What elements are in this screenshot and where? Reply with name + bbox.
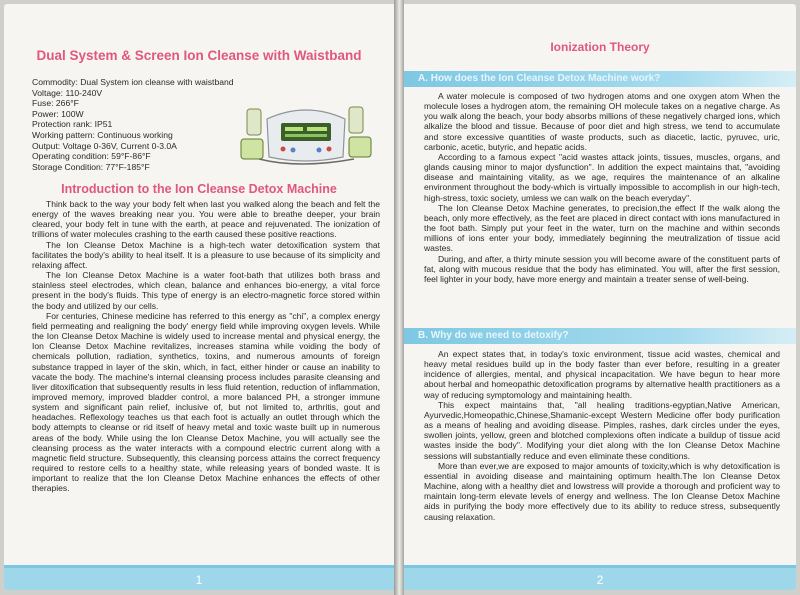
paragraph: For centuries, Chinese medicine has referred to this energy as "chi", a complex energy field permeating and realigning the body' energy field while improving oxygen levels. While the Ion Cleanse Detox Machine is widely used to increase mental and physical energy, the Ion Cleanse Detox Machine revitalizes, increases stamina while voiding the body of chemicals pollution, radiation, synthetics, toxins, and numerous amounts of foreign substance trapped in layer of the skin, which, in fact, either hinder or cause an inability to vacate the body. The machine's internal cleansing process includes parasite cleansing and liver ditoxification that subsequently results in less fluid retention, reduction of inflammation, improved memory, improved bladder control, a more balanced PH, a stronger immune system and significant pain relief, inclusive of, but not limited to, arthritis, gout and headaches. Reflexology teaches us that each foot is actually an outlet through which the body attempts to cleanse or rid itself of heavy metal and toxic waste built up in numerous areas of the body. While using the Ion Cleanse Detox Machine, you will actually see the cleansing process as the water interacts with a compound electric current along with a magnetic field structure. Subsequently, this cleansing porcess attains the correct frequency required to restore cells to a healthy state, while releasing years of bonded waste. It is important to realize that the Ion Cleanse Detox Machine enhances the effects of other therapies.: [32, 310, 380, 494]
spec-line: Protection rank: IP51: [32, 119, 113, 130]
section-b-band: [404, 328, 796, 344]
ionization-title: Ionization Theory: [550, 40, 650, 54]
page-number: 1: [195, 573, 203, 587]
intro-heading: Introduction to the Ion Cleanse Detox Machine: [61, 182, 337, 196]
paragraph: The Ion Cleanse Detox Machine is a water foot-bath that utilizes both brass and stainless steel electrodes, which clean, balance and enhances bio-energy, a vital force present in the body's fluids. This type of energy is an electro-magnetic force stored within the body and utilized by our cells.: [32, 270, 380, 311]
paragraph: During, and after, a thirty minute session you will become aware of the constituent parts of fat, along with mucous residue that the body has eliminated. You will, after the first session, feel lighter in your body, have more energy and maintain a treater sense of well-being.: [424, 253, 780, 284]
paragraph: Think back to the way your body felt when last you walked along the beach and felt the energy of the waves breaking near you. You were able to breathe deeper, your brain cleared, your body felt in tune with the earth, at peace and rejuvenated. The ionization of trillions of water molecules crashing to the earth caused these positive reactions.: [32, 199, 380, 240]
book-gutter: [394, 0, 404, 595]
spec-line: Fuse: 266°F: [32, 98, 79, 109]
section-a-heading: A. How does the Ion Cleanse Detox Machine work?: [418, 73, 661, 84]
intro-body: [32, 199, 380, 494]
section-b-body: [424, 349, 780, 522]
paragraph: More than ever,we are exposed to major amounts of toxicity,which is why detoxification is essential in avoiding disease and maintaining optimum health.The Ion Cleanse Detox Machine, along with a healthy diet and lowstress will provide a thorough and proficient way to maintain long-term elevate levels of energy and wellness. The Ion Cleanse Detox Machine aids in purifying the body more effectively due to its ability to reduce stress, subsequently causing relaxation.: [424, 460, 780, 522]
spec-list: [32, 77, 234, 172]
page-footer-band: [404, 565, 796, 590]
page-number: 2: [596, 573, 604, 587]
section-b-heading: B. Why do we need to detoxify?: [418, 330, 569, 341]
paragraph: According to a famous expect "acid wastes attack joints, tissues, muscles, organs, and glands causing minor to major dysfunction". In addition the expect maintains that, "avoiding disease and maintaining vitality, as we age, requires the maintenance of an alkaline environment throughout the body-which is virtually impossible to accomplish in our high-tech, high-stress, toxic society, umless we can walk on the beach everyday".: [424, 151, 780, 203]
paragraph: An expect states that, in today's toxic environment, tissue acid wastes, chemical and heavy metal residues build up in the body faster than ever before, resulting in a greater incidence of allergies, mental, and physical incapacitation. We have begun to hear more about herbal and homeopathic detoxification programs by alternative health practitioners as a way of reducing symptomology and maintaining health.: [424, 349, 780, 400]
section-a-body: [424, 91, 780, 284]
spec-line: Working pattern: Continuous working: [32, 129, 173, 140]
section-a-band: [404, 71, 796, 87]
paragraph: The Ion Cleanse Detox Machine generates, to precision,the effect If the walk along the beach, only more effectively, as the feet are placed in direct contact with ions manufactured in the foot bath. Simply put your feet in the water, turn on the machine and within seconds millions of ions enter your body, immediately beginning the meutralization of tissue acid wastes.: [424, 202, 780, 254]
product-title: Dual System & Screen Ion Cleanse with Waistband: [36, 48, 362, 63]
spec-line: Commodity: Dual System ion cleanse with waistband: [32, 77, 234, 87]
right-page: [404, 4, 796, 590]
paragraph: A water molecule is composed of two hydrogen atoms and one oxygen atom When the molecule loses a hydrogen atom, the remaining OH molecule takes on a negative charge. As you walk along the beach, your body absorbs millions of these negatively charged ions, which alkalize the blood and tissue. Because of poor diet and high stress, we tend to accumulate and store excessive quantities of waste products, such as diacetic, lactic, pyruvec, uric, carbonic, acetic, butyric, and hepatic acids.: [424, 91, 780, 152]
paragraph: The Ion Cleanse Detox Machine is a high-tech water detoxification system that facilitates the body's ability to heal itself. It is a pleasure to use because of its simplicity and relaxing affect.: [32, 239, 380, 270]
spec-line: Operating condition: 59°F-86°F: [32, 151, 151, 162]
spec-line: Voltage: 110-240V: [32, 87, 103, 98]
spec-line: Output: Voltage 0-36V, Current 0-3.0A: [32, 140, 177, 151]
paragraph: This expect maintains that, "all healing traditions-egyptian,Native American, Ayurvedic,Homeopathic,Chinese,Shamanic-except Western Medicine offer body purification as a means of healing and avoiding disease. Pimples, rashes, dark circles under the eyes, swollen joints, yellow, green and blotched complexions often indicate a buildup of tissue acid wastes inside the body". Modifying your diet along with the Ion Cleanse Detox Machine sessions will substantially reduce and even eliminate these conditions.: [424, 399, 780, 461]
spec-line: Power: 100W: [32, 108, 84, 119]
page-footer-band: [4, 565, 394, 590]
detox-machine-photo: [239, 99, 374, 169]
left-page: [4, 4, 394, 590]
spec-line: Storage Condition: 77°F-185°F: [32, 161, 150, 172]
